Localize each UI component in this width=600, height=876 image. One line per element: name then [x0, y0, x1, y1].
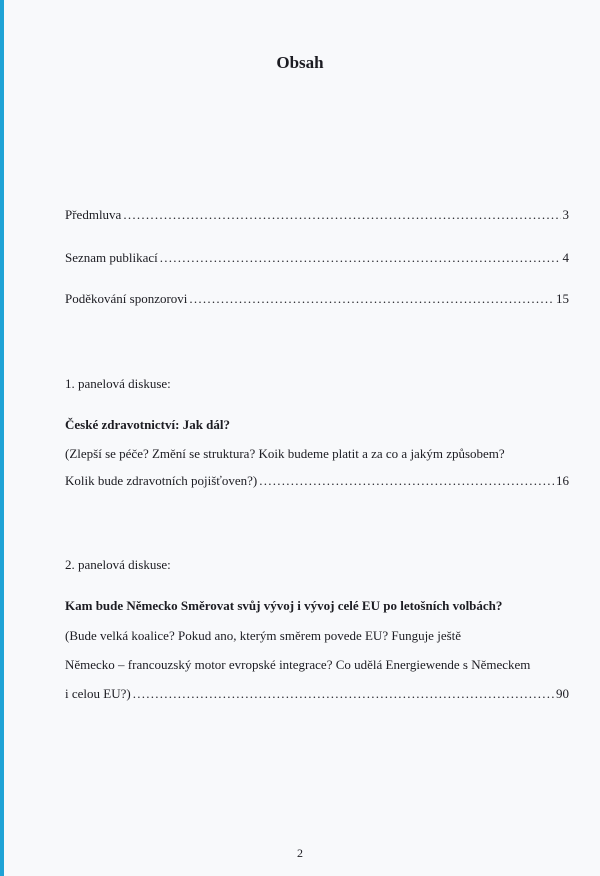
toc-page: 15 — [556, 291, 569, 306]
toc-leader-dots — [189, 291, 554, 307]
page-title: Obsah — [276, 53, 324, 72]
document-page — [4, 0, 600, 876]
toc-entry-panel2 — [65, 686, 569, 702]
toc-entry-sponsor — [65, 291, 569, 307]
toc-page: 3 — [562, 207, 569, 222]
toc-leader-dots — [160, 250, 561, 266]
panel1-desc-line1: (Zlepší se péče? Změní se struktura? Koik budeme platit a za co a jakým způsobem? — [65, 446, 505, 461]
toc-entry-preface — [65, 207, 569, 223]
toc-leader-dots — [259, 473, 554, 489]
toc-label: Předmluva — [65, 207, 122, 222]
toc-label: Poděkování sponzorovi — [65, 291, 188, 306]
toc-page: 90 — [556, 686, 569, 701]
panel1-topic: České zdravotnictví: Jak dál? — [65, 417, 231, 432]
panel2-desc-line2: Německo – francouzský motor evropské integrace? Co udělá Energiewende s Německem — [65, 657, 531, 672]
toc-leader-dots — [123, 207, 560, 223]
scan-edge — [0, 0, 4, 876]
toc-entry-panel1 — [65, 473, 569, 489]
toc-label: Seznam publikací — [65, 250, 158, 265]
toc-page: 4 — [562, 250, 569, 265]
panel1-heading: 1. panelová diskuse: — [65, 376, 171, 391]
page-number: 2 — [297, 846, 303, 860]
panel2-heading: 2. panelová diskuse: — [65, 557, 171, 572]
toc-label: i celou EU?) — [65, 686, 131, 701]
toc-label: Kolik bude zdravotních pojišťoven?) — [65, 473, 258, 488]
toc-leader-dots — [133, 686, 554, 702]
panel2-topic: Kam bude Německo Směrovat svůj vývoj i vývoj celé EU po letošních volbách? — [65, 598, 503, 613]
panel2-desc-line1: (Bude velká koalice? Pokud ano, kterým směrem povede EU? Funguje ještě — [65, 628, 462, 643]
toc-entry-publications — [65, 250, 569, 266]
toc-page: 16 — [556, 473, 569, 488]
